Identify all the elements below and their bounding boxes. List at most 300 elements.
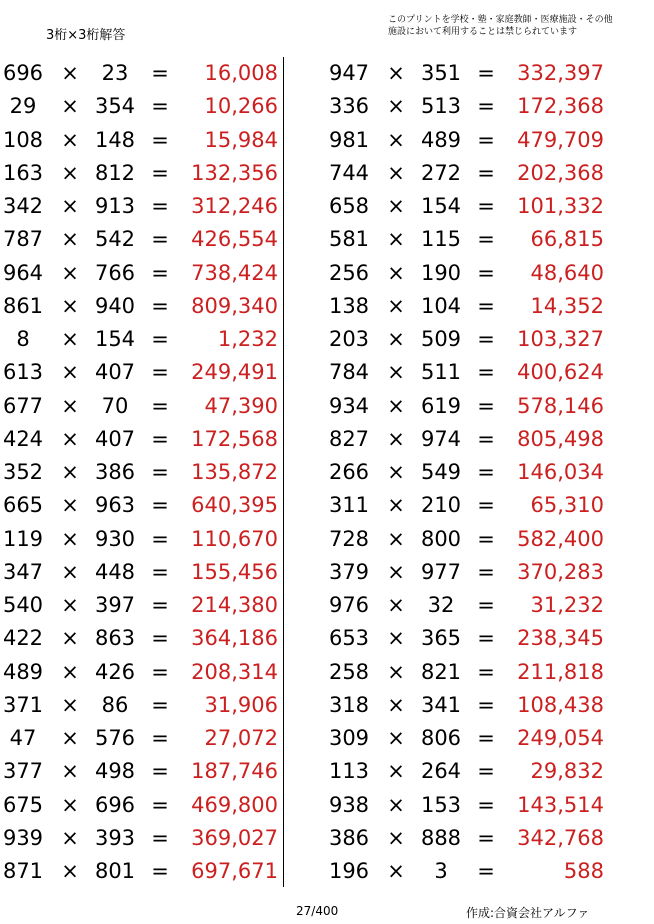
- multiplicand: 311: [328, 493, 370, 518]
- multiplicand: 424: [2, 426, 44, 451]
- problem-row: [326, 90, 632, 123]
- equals-sign: =: [477, 61, 495, 85]
- answer: 208,314: [191, 659, 278, 684]
- answer: 738,424: [191, 260, 278, 285]
- answer: 48,640: [530, 260, 604, 285]
- multiplicand: 47: [9, 726, 37, 750]
- multiplicand: 258: [328, 659, 370, 684]
- equals-sign: =: [151, 127, 169, 152]
- answer: 108,438: [517, 692, 604, 717]
- multiplier: 148: [94, 127, 136, 152]
- multiplicand: 352: [2, 460, 44, 484]
- multiplier: 542: [94, 227, 136, 252]
- times-sign: ×: [387, 94, 405, 119]
- times-sign: ×: [387, 792, 405, 817]
- equals-sign: =: [151, 360, 169, 385]
- multiplicand: 675: [2, 792, 44, 817]
- multiplicand: 336: [328, 94, 370, 119]
- times-sign: ×: [387, 127, 405, 152]
- times-sign: ×: [387, 659, 405, 684]
- multiplicand: 266: [328, 460, 370, 484]
- usage-notice: [388, 14, 650, 38]
- equals-sign: =: [477, 460, 495, 484]
- problem-row: [0, 157, 306, 190]
- multiplier: 153: [420, 792, 462, 817]
- times-sign: ×: [61, 692, 79, 717]
- multiplicand: 113: [328, 759, 370, 784]
- left-problem-column: [0, 57, 306, 888]
- answer: 249,054: [517, 726, 604, 750]
- problem-row: [0, 356, 306, 389]
- times-sign: ×: [61, 759, 79, 784]
- multiplicand: 347: [2, 559, 44, 584]
- equals-sign: =: [477, 692, 495, 717]
- equals-sign: =: [477, 393, 495, 418]
- problem-row: [0, 822, 306, 855]
- times-sign: ×: [387, 327, 405, 351]
- times-sign: ×: [61, 160, 79, 185]
- problem-row: [0, 689, 306, 722]
- answer: 110,670: [191, 526, 278, 551]
- problem-row: [326, 855, 632, 888]
- problem-row: [326, 157, 632, 190]
- multiplier: 115: [420, 227, 462, 252]
- answer: 211,818: [517, 659, 604, 684]
- answer: 65,310: [530, 493, 604, 518]
- equals-sign: =: [151, 526, 169, 551]
- multiplier: 821: [420, 659, 462, 684]
- times-sign: ×: [61, 825, 79, 850]
- equals-sign: =: [477, 194, 495, 218]
- answer: 14,352: [530, 293, 604, 318]
- multiplicand: 827: [328, 426, 370, 451]
- multiplier: 974: [420, 426, 462, 451]
- multiplier: 70: [101, 393, 129, 418]
- answer: 202,368: [517, 160, 604, 185]
- problem-row: [0, 423, 306, 456]
- multiplicand: 540: [2, 593, 44, 617]
- page-title: 3桁×3桁解答: [46, 28, 126, 43]
- problem-row: [0, 789, 306, 822]
- answer: 103,327: [517, 327, 604, 351]
- usage-notice-line: このプリントを学校・塾・家庭教師・医療施設・その他: [388, 15, 613, 25]
- multiplicand: 379: [328, 559, 370, 584]
- equals-sign: =: [151, 160, 169, 185]
- problem-row: [326, 390, 632, 423]
- equals-sign: =: [151, 293, 169, 318]
- multiplier: 549: [420, 460, 462, 484]
- answer: 369,027: [191, 825, 278, 850]
- multiplier: 806: [420, 726, 462, 750]
- answer: 578,146: [517, 393, 604, 418]
- multiplicand: 108: [2, 127, 44, 152]
- multiplier: 696: [94, 792, 136, 817]
- page-number: 27/400: [296, 904, 339, 918]
- times-sign: ×: [387, 692, 405, 717]
- times-sign: ×: [387, 393, 405, 418]
- problem-row: [326, 822, 632, 855]
- equals-sign: =: [477, 626, 495, 651]
- multiplicand: 342: [2, 194, 44, 218]
- answer: 809,340: [191, 293, 278, 318]
- problem-row: [326, 223, 632, 256]
- multiplier: 888: [420, 825, 462, 850]
- answer: 27,072: [204, 726, 278, 750]
- multiplicand: 653: [328, 626, 370, 651]
- equals-sign: =: [151, 393, 169, 418]
- answer: 146,034: [517, 460, 604, 484]
- answer: 187,746: [191, 759, 278, 784]
- multiplicand: 386: [328, 825, 370, 850]
- multiplier: 977: [420, 559, 462, 584]
- equals-sign: =: [477, 593, 495, 617]
- multiplier: 812: [94, 160, 136, 185]
- times-sign: ×: [61, 559, 79, 584]
- problem-row: [0, 323, 306, 356]
- times-sign: ×: [61, 526, 79, 551]
- equals-sign: =: [151, 759, 169, 784]
- answer: 426,554: [191, 227, 278, 252]
- equals-sign: =: [151, 825, 169, 850]
- times-sign: ×: [387, 460, 405, 484]
- answer: 66,815: [530, 227, 604, 252]
- problem-row: [326, 323, 632, 356]
- times-sign: ×: [387, 559, 405, 584]
- multiplicand: 934: [328, 393, 370, 418]
- answer: 135,872: [191, 460, 278, 484]
- answer: 312,246: [191, 194, 278, 218]
- equals-sign: =: [151, 227, 169, 252]
- multiplicand: 138: [328, 293, 370, 318]
- multiplier: 509: [420, 327, 462, 351]
- answer: 469,800: [191, 792, 278, 817]
- multiplier: 393: [94, 825, 136, 850]
- answer: 47,390: [204, 393, 278, 418]
- multiplier: 576: [94, 726, 136, 750]
- problem-row: [326, 789, 632, 822]
- equals-sign: =: [151, 626, 169, 651]
- times-sign: ×: [387, 260, 405, 285]
- multiplier: 32: [427, 593, 455, 617]
- multiplicand: 422: [2, 626, 44, 651]
- equals-sign: =: [477, 559, 495, 584]
- multiplier: 619: [420, 393, 462, 418]
- answer: 15,984: [204, 127, 278, 152]
- multiplier: 511: [420, 360, 462, 385]
- answer: 155,456: [191, 559, 278, 584]
- multiplicand: 658: [328, 194, 370, 218]
- answer: 29,832: [530, 759, 604, 784]
- multiplier: 930: [94, 526, 136, 551]
- times-sign: ×: [61, 227, 79, 252]
- multiplicand: 8: [16, 327, 30, 351]
- equals-sign: =: [477, 160, 495, 185]
- equals-sign: =: [477, 327, 495, 351]
- times-sign: ×: [61, 127, 79, 152]
- times-sign: ×: [61, 94, 79, 119]
- equals-sign: =: [477, 94, 495, 119]
- answer: 364,186: [191, 626, 278, 651]
- times-sign: ×: [387, 593, 405, 617]
- multiplicand: 677: [2, 393, 44, 418]
- multiplicand: 581: [328, 227, 370, 252]
- multiplier: 397: [94, 593, 136, 617]
- times-sign: ×: [387, 160, 405, 185]
- equals-sign: =: [151, 327, 169, 351]
- equals-sign: =: [151, 559, 169, 584]
- usage-notice-line: 施設において利用することは禁じられています: [388, 27, 578, 37]
- multiplier: 448: [94, 559, 136, 584]
- multiplicand: 964: [2, 260, 44, 285]
- problem-row: [0, 90, 306, 123]
- problem-row: [0, 290, 306, 323]
- problem-row: [0, 656, 306, 689]
- multiplier: 3: [434, 859, 448, 883]
- multiplier: 498: [94, 759, 136, 784]
- problem-row: [0, 489, 306, 522]
- times-sign: ×: [387, 626, 405, 651]
- answer: 640,395: [191, 493, 278, 518]
- multiplicand: 939: [2, 825, 44, 850]
- times-sign: ×: [387, 859, 405, 883]
- times-sign: ×: [61, 493, 79, 518]
- problem-row: [0, 855, 306, 888]
- multiplicand: 665: [2, 493, 44, 518]
- times-sign: ×: [387, 61, 405, 85]
- equals-sign: =: [151, 426, 169, 451]
- problem-row: [326, 622, 632, 655]
- times-sign: ×: [61, 626, 79, 651]
- answer: 172,568: [191, 426, 278, 451]
- problem-row: [0, 622, 306, 655]
- equals-sign: =: [151, 692, 169, 717]
- answer: 143,514: [517, 792, 604, 817]
- multiplicand: 787: [2, 227, 44, 252]
- answer: 332,397: [517, 61, 604, 85]
- answer: 249,491: [191, 360, 278, 385]
- answer: 214,380: [191, 593, 278, 617]
- problem-row: [326, 423, 632, 456]
- problem-row: [0, 556, 306, 589]
- equals-sign: =: [151, 260, 169, 285]
- times-sign: ×: [61, 61, 79, 85]
- problem-row: [0, 223, 306, 256]
- answer: 172,368: [517, 94, 604, 119]
- equals-sign: =: [151, 659, 169, 684]
- times-sign: ×: [387, 426, 405, 451]
- equals-sign: =: [477, 859, 495, 883]
- multiplier: 863: [94, 626, 136, 651]
- problem-row: [326, 556, 632, 589]
- answer: 238,345: [517, 626, 604, 651]
- answer: 101,332: [517, 194, 604, 218]
- multiplier: 913: [94, 194, 136, 218]
- multiplicand: 861: [2, 293, 44, 318]
- answer: 805,498: [517, 426, 604, 451]
- multiplicand: 203: [328, 327, 370, 351]
- multiplier: 513: [420, 94, 462, 119]
- multiplicand: 119: [2, 526, 44, 551]
- times-sign: ×: [61, 726, 79, 750]
- problem-row: [326, 290, 632, 323]
- multiplicand: 377: [2, 759, 44, 784]
- times-sign: ×: [387, 825, 405, 850]
- multiplicand: 309: [328, 726, 370, 750]
- times-sign: ×: [61, 593, 79, 617]
- multiplicand: 728: [328, 526, 370, 551]
- problem-row: [0, 755, 306, 788]
- times-sign: ×: [61, 393, 79, 418]
- problem-row: [326, 190, 632, 223]
- answer: 132,356: [191, 160, 278, 185]
- problem-row: [326, 722, 632, 755]
- times-sign: ×: [387, 759, 405, 784]
- multiplicand: 163: [2, 160, 44, 185]
- multiplier: 210: [420, 493, 462, 518]
- multiplicand: 784: [328, 360, 370, 385]
- answer: 16,008: [204, 61, 278, 85]
- problem-row: [326, 456, 632, 489]
- answer: 1,232: [217, 327, 278, 351]
- equals-sign: =: [477, 426, 495, 451]
- answer: 31,906: [204, 692, 278, 717]
- equals-sign: =: [477, 360, 495, 385]
- multiplier: 766: [94, 260, 136, 285]
- times-sign: ×: [61, 360, 79, 385]
- multiplicand: 196: [328, 859, 370, 883]
- multiplicand: 744: [328, 160, 370, 185]
- times-sign: ×: [61, 659, 79, 684]
- multiplier: 354: [94, 94, 136, 119]
- problem-row: [0, 124, 306, 157]
- problem-row: [0, 57, 306, 90]
- answer: 479,709: [517, 127, 604, 152]
- times-sign: ×: [61, 293, 79, 318]
- multiplicand: 29: [9, 94, 37, 119]
- times-sign: ×: [387, 493, 405, 518]
- multiplier: 407: [94, 360, 136, 385]
- times-sign: ×: [387, 726, 405, 750]
- multiplicand: 256: [328, 260, 370, 285]
- column-divider: [283, 57, 284, 887]
- multiplicand: 371: [2, 692, 44, 717]
- times-sign: ×: [61, 426, 79, 451]
- multiplier: 272: [420, 160, 462, 185]
- multiplicand: 981: [328, 127, 370, 152]
- multiplier: 351: [420, 61, 462, 85]
- problem-row: [326, 356, 632, 389]
- equals-sign: =: [151, 94, 169, 119]
- multiplicand: 947: [328, 61, 370, 85]
- right-problem-column: [326, 57, 632, 888]
- multiplier: 341: [420, 692, 462, 717]
- times-sign: ×: [61, 792, 79, 817]
- multiplicand: 976: [328, 593, 370, 617]
- equals-sign: =: [477, 759, 495, 784]
- times-sign: ×: [61, 859, 79, 883]
- problem-row: [326, 589, 632, 622]
- times-sign: ×: [387, 360, 405, 385]
- equals-sign: =: [151, 792, 169, 817]
- answer: 588: [563, 859, 604, 883]
- multiplicand: 613: [2, 360, 44, 385]
- times-sign: ×: [387, 194, 405, 218]
- times-sign: ×: [61, 327, 79, 351]
- answer: 697,671: [191, 859, 278, 883]
- equals-sign: =: [477, 260, 495, 285]
- multiplier: 365: [420, 626, 462, 651]
- multiplier: 489: [420, 127, 462, 152]
- times-sign: ×: [61, 460, 79, 484]
- multiplier: 407: [94, 426, 136, 451]
- multiplier: 800: [420, 526, 462, 551]
- multiplicand: 696: [2, 61, 44, 85]
- equals-sign: =: [477, 792, 495, 817]
- multiplier: 104: [420, 293, 462, 318]
- times-sign: ×: [387, 293, 405, 318]
- multiplier: 23: [101, 61, 129, 85]
- problem-row: [0, 523, 306, 556]
- equals-sign: =: [477, 825, 495, 850]
- answer: 582,400: [517, 526, 604, 551]
- multiplicand: 318: [328, 692, 370, 717]
- equals-sign: =: [477, 127, 495, 152]
- equals-sign: =: [151, 493, 169, 518]
- answer: 370,283: [517, 559, 604, 584]
- equals-sign: =: [151, 194, 169, 218]
- times-sign: ×: [387, 526, 405, 551]
- author-credit: 作成:合資会社アルファ: [466, 906, 590, 920]
- problem-row: [326, 57, 632, 90]
- problem-row: [326, 656, 632, 689]
- problem-row: [0, 390, 306, 423]
- equals-sign: =: [151, 593, 169, 617]
- multiplier: 154: [94, 327, 136, 351]
- times-sign: ×: [387, 227, 405, 252]
- multiplier: 963: [94, 493, 136, 518]
- equals-sign: =: [477, 493, 495, 518]
- equals-sign: =: [477, 726, 495, 750]
- multiplier: 264: [420, 759, 462, 784]
- answer: 342,768: [517, 825, 604, 850]
- problem-row: [326, 755, 632, 788]
- problem-row: [326, 489, 632, 522]
- multiplier: 940: [94, 293, 136, 318]
- answer: 31,232: [530, 593, 604, 617]
- problem-row: [0, 190, 306, 223]
- multiplier: 386: [94, 460, 136, 484]
- multiplicand: 871: [2, 859, 44, 883]
- answer: 400,624: [517, 360, 604, 385]
- multiplier: 154: [420, 194, 462, 218]
- problem-row: [326, 523, 632, 556]
- problem-row: [326, 257, 632, 290]
- problem-row: [0, 456, 306, 489]
- equals-sign: =: [151, 859, 169, 883]
- multiplier: 86: [101, 692, 129, 717]
- equals-sign: =: [151, 726, 169, 750]
- problem-row: [326, 124, 632, 157]
- problem-row: [0, 589, 306, 622]
- multiplicand: 938: [328, 792, 370, 817]
- equals-sign: =: [151, 61, 169, 85]
- answer: 10,266: [204, 94, 278, 119]
- multiplicand: 489: [2, 659, 44, 684]
- multiplier: 426: [94, 659, 136, 684]
- equals-sign: =: [151, 460, 169, 484]
- times-sign: ×: [61, 194, 79, 218]
- multiplier: 801: [94, 859, 136, 883]
